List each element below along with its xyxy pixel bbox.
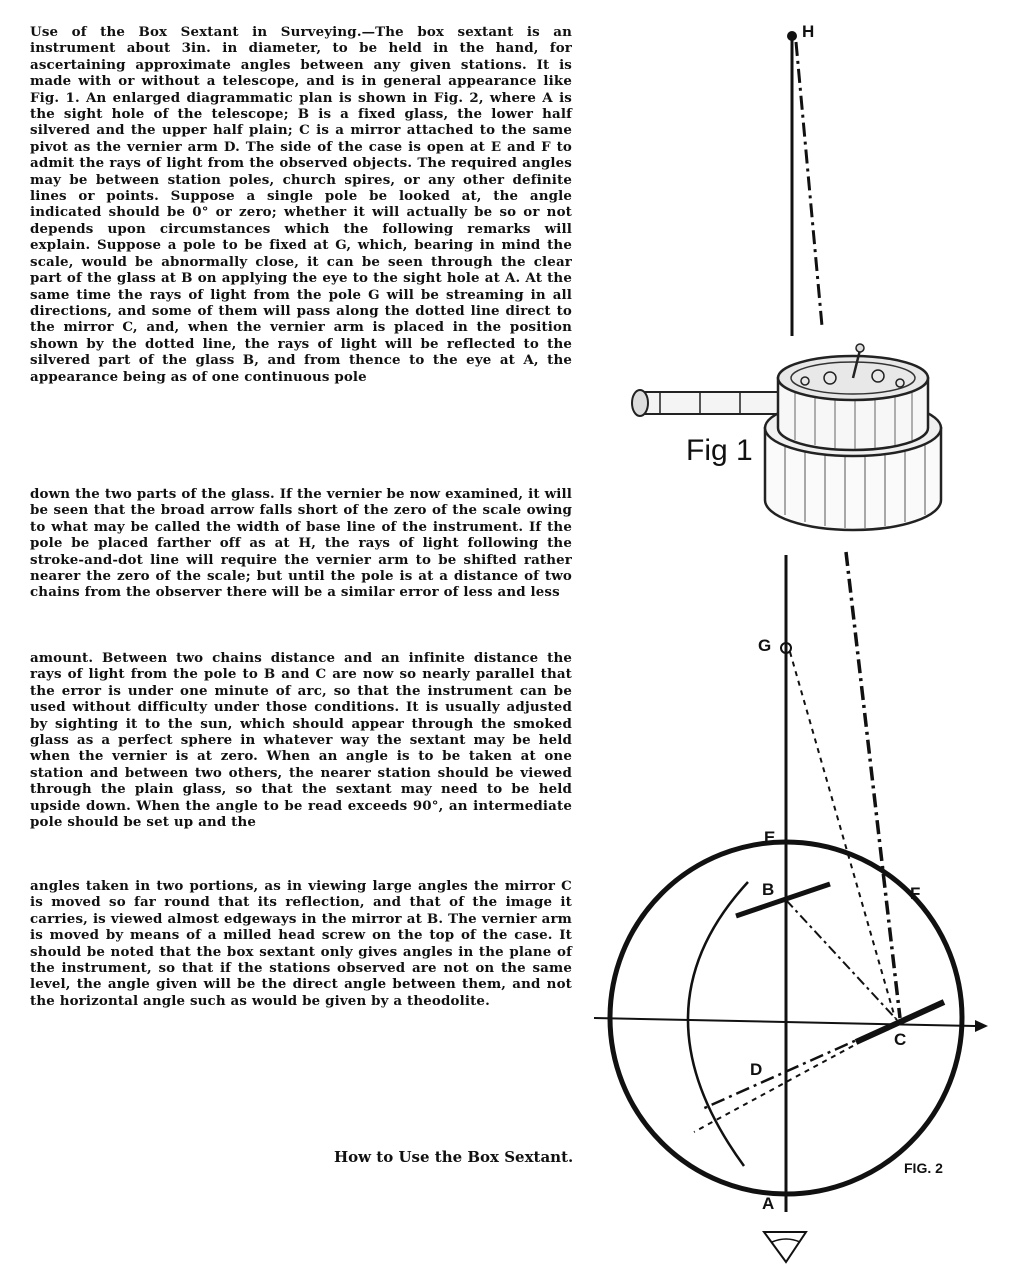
label-e: E	[764, 828, 776, 847]
article-body-2: down the two parts of the glass. If the vernier be now examined, it will be seen that the broad arrow falls short of the zero of the scale owing to what may be called the width of base line of the instrument. If the pole be placed farther off as at H, the rays of light following the stroke-and-dot line will require the vernier arm to be shifted rather nearer the zero of the scale; but until the pole is at a distance of two chains from the observer there will be a similar error of less and less	[30, 486, 572, 601]
label-b: B	[762, 880, 775, 899]
vernier-arm-alt	[694, 1022, 897, 1132]
fig2-label: FIG. 2	[904, 1160, 943, 1176]
fig2-diagram	[594, 552, 988, 1262]
label-f: F	[910, 884, 921, 903]
label-c: C	[894, 1030, 907, 1049]
eye-sight-icon	[764, 1232, 806, 1262]
fig1-label: Fig 1	[686, 434, 753, 467]
scale-arc	[688, 882, 748, 1166]
label-a: A	[762, 1194, 775, 1213]
ray-b-c	[786, 900, 897, 1020]
pole-h-ray	[796, 42, 822, 326]
vernier-arm-d	[700, 1022, 897, 1110]
pole-h-dot	[787, 31, 797, 41]
label-d: D	[750, 1060, 763, 1079]
article-heading: Use of the Box Sextant in Surveying.	[30, 24, 362, 40]
glass-b	[736, 884, 830, 916]
telescope-body	[640, 392, 800, 414]
label-g: G	[758, 636, 772, 655]
article-body-4: angles taken in two portions, as in viewing large angles the mirror C is moved so far round that its reflection, and that of the image it carries, is viewed almost edgeways in the mirror at B. The vernier arm is moved by means of a milled head screw on the top of the case. It should be noted that the box sextant only gives angles in the plane of the instrument, so that if the stations observed are not on the same level, the angle given will be the direct angle between them, and not the horizontal angle such as would be given by a theodolite.	[30, 878, 572, 1009]
label-h: H	[802, 22, 815, 41]
figure-caption: How to Use the Box Sextant.	[334, 1148, 574, 1166]
box-sextant-illustration	[632, 344, 941, 530]
pole-h-diagram	[787, 31, 822, 336]
ray-from-g	[790, 652, 895, 1018]
article-body-1: —The box sextant is an instrument about 3in. in diameter, to be held in the hand, for ascertaining approximate angles between any given stations. It is made with or without a telescope, and is in general appearance like Fig. 1. An enlarged diagrammatic plan is shown in Fig. 2, where A is the sight hole of the telescope; B is a fixed glass, the lower half silvered and the upper half plain; C is a mirror attached to the same pivot as the vernier arm D. The side of the case is open at E and F to admit the rays of light from the observed objects. The required angles may be between station poles, church spires, or any other definite lines or points. Suppose a single pole be looked at, the angle indicated should be 0° or zero; whether it will actually be so or not depends upon circumstances which the following remarks will explain. Suppose a pole to be fixed at G, which, bearing in mind the scale, would be abnormally close, it can be seen through the clear part of the glass at B on applying the eye to the sight hole at A. At the same time the rays of light from the pole G will be streaming in all directions, and some of them will pass along the dotted line direct to the mirror C, and, when the vernier arm is placed in the position shown by the dotted line, the rays of light will be reflected to the silvered part of the glass B, and from thence to the eye at A, the appearance being as of one continuous pole	[30, 24, 573, 385]
article-body-3: amount. Between two chains distance and an infinite distance the rays of light from the pole to B and C are now so nearly parallel that the error is under one minute of arc, so that the instrument can be used without difficulty under those conditions. It is usually adjusted by sighting it to the sun, which should appear through the smoked glass as a perfect sphere in whatever way the sextant may be held when the vernier is at zero. When an angle is to be taken at one station and between two others, the nearer station should be viewed through the plain glass, so that the sextant may need to be held upside down. When the angle to be read exceeds 90°, an intermediate pole should be set up and the	[30, 650, 572, 831]
telescope-eyepiece	[632, 390, 648, 416]
ray-from-h	[846, 552, 900, 1018]
